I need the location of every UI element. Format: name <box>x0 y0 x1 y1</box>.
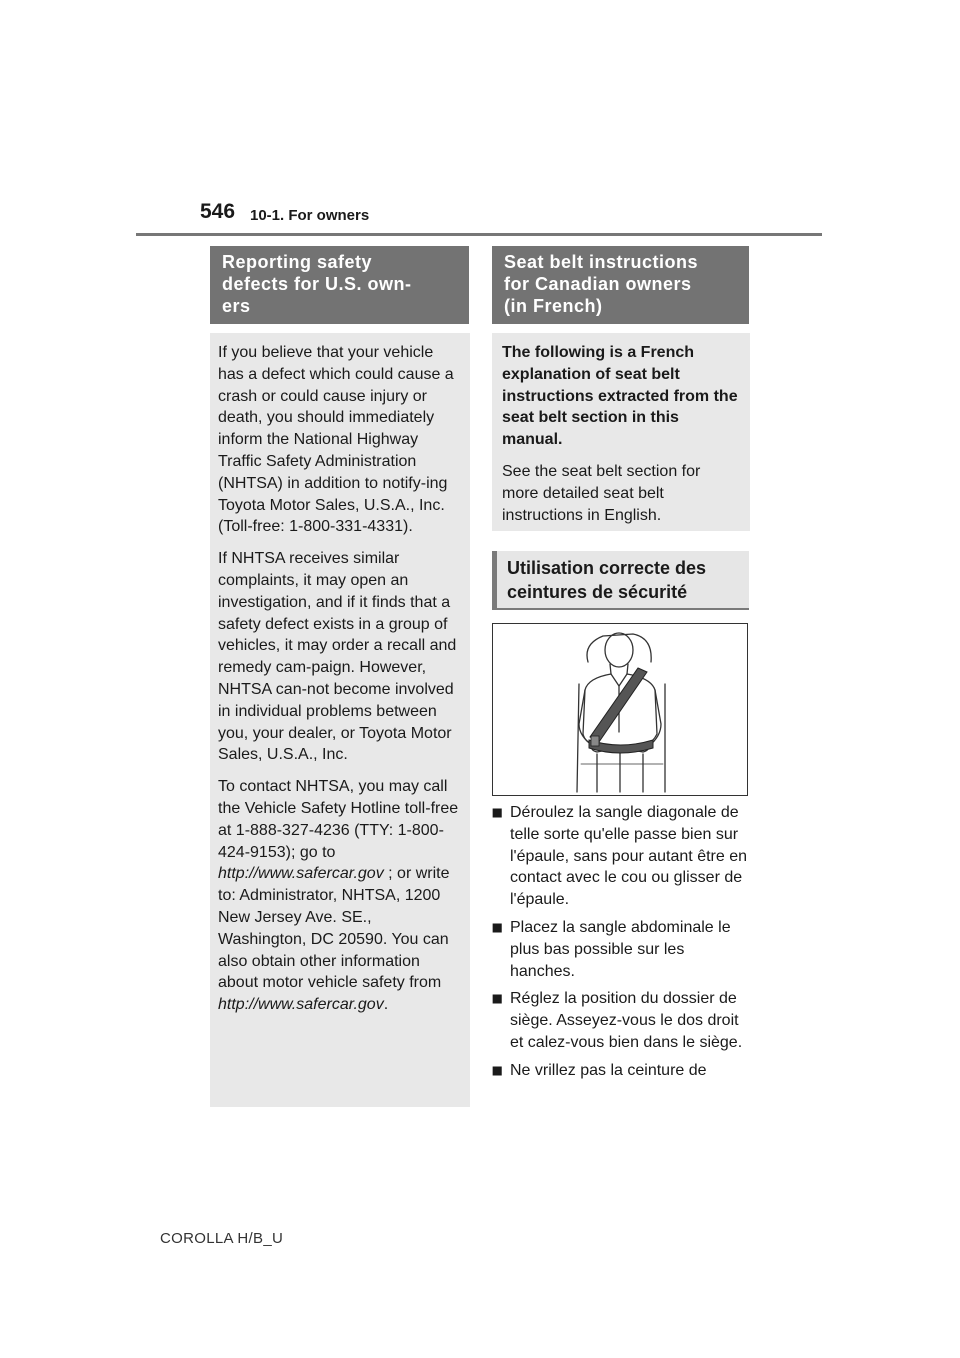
reporting-safety-heading <box>210 246 469 324</box>
list-item-text: Réglez la position du dossier de siège. Asseyez-vous le dos droit et calez-vous bien dans le siège. <box>510 990 743 1051</box>
bullet-square-icon: ⯀ <box>492 1063 503 1079</box>
section-title: 10-1. For owners <box>250 207 370 224</box>
bullet-square-icon: ⯀ <box>492 992 503 1008</box>
canadian-intro-box <box>492 333 750 531</box>
footer-model: COROLLA H/B_U <box>160 1230 284 1247</box>
seatbelt-instructions-list <box>492 802 750 1088</box>
list-item <box>492 988 750 1053</box>
contact-text: To contact NHTSA, you may call the Vehicle Safety Hotline toll-free at 1-888-327-4236 (TTY: 1-800-424-9153); go to <box>218 778 459 861</box>
utilisation-heading <box>492 551 749 610</box>
period: . <box>383 996 389 1014</box>
list-item <box>492 1060 750 1082</box>
reporting-safety-body <box>210 333 470 1107</box>
heading-line: Reporting safety <box>222 252 373 272</box>
seatbelt-illustration <box>492 623 748 796</box>
list-item <box>492 917 750 982</box>
heading-line: for Canadian owners <box>504 274 692 294</box>
reporting-paragraph-1: If you believe that your vehicle has a defect which could cause a crash or could cause injury or death, you should immediately inform the National Highway Traffic Safety Administration (NHTSA) in addition to notify-ing Toyota Motor Sales, U.S.A., Inc. (Toll-free: 1-800-331-4331). <box>218 344 454 536</box>
reporting-paragraph-3 <box>218 776 462 1016</box>
contact-text: ; or write to: Administrator, NHTSA, 1200 New Jersey Ave. SE., Washington, DC 20590. You can also obtain other information about motor vehicle safety from <box>218 865 450 992</box>
header-rule <box>136 233 822 236</box>
heading-line: Seat belt instructions <box>504 252 699 272</box>
safercar-link[interactable]: http://www.safercar.gov <box>218 996 384 1014</box>
list-item-text: Placez la sangle abdominale le plus bas possible sur les hanches. <box>510 918 731 980</box>
bullet-square-icon: ⯀ <box>492 920 503 936</box>
intro-bold-text: The following is a French explanation of seat belt instructions extracted from the seat belt section in this manual. <box>502 344 738 449</box>
subheading-line: Utilisation correcte des <box>507 558 707 578</box>
page-number: 546 <box>200 200 236 223</box>
subheading-line: ceintures de sécurité <box>507 582 688 602</box>
bullet-square-icon: ⯀ <box>492 806 503 821</box>
safercar-link[interactable]: http://www.safercar.gov <box>218 865 384 883</box>
seated-person-icon <box>493 624 747 795</box>
heading-line: defects for U.S. own- <box>222 274 412 294</box>
list-item-text: Ne vrillez pas la ceinture de <box>510 1061 707 1079</box>
heading-line: ers <box>222 296 251 316</box>
list-item-text: Déroulez la sangle diagonale de telle sorte qu'elle passe bien sur l'épaule, sans pour autant être en contact avec le cou ou glisser de l'épaule. <box>510 804 747 909</box>
reporting-paragraph-2: If NHTSA receives similar complaints, it may open an investigation, and if it finds that a safety defect exists in a group of vehicles, it may order a recall and remedy cam-paign. However, NHTSA can-not become involved in individual problems between you, your dealer, or Toyota Motor Sales, U.S.A., Inc. <box>218 550 457 764</box>
heading-line: (in French) <box>504 296 603 316</box>
canadian-seatbelt-heading <box>492 246 749 324</box>
intro-plain-text: See the seat belt section for more detailed seat belt instructions in English. <box>502 462 701 524</box>
list-item <box>492 802 750 911</box>
